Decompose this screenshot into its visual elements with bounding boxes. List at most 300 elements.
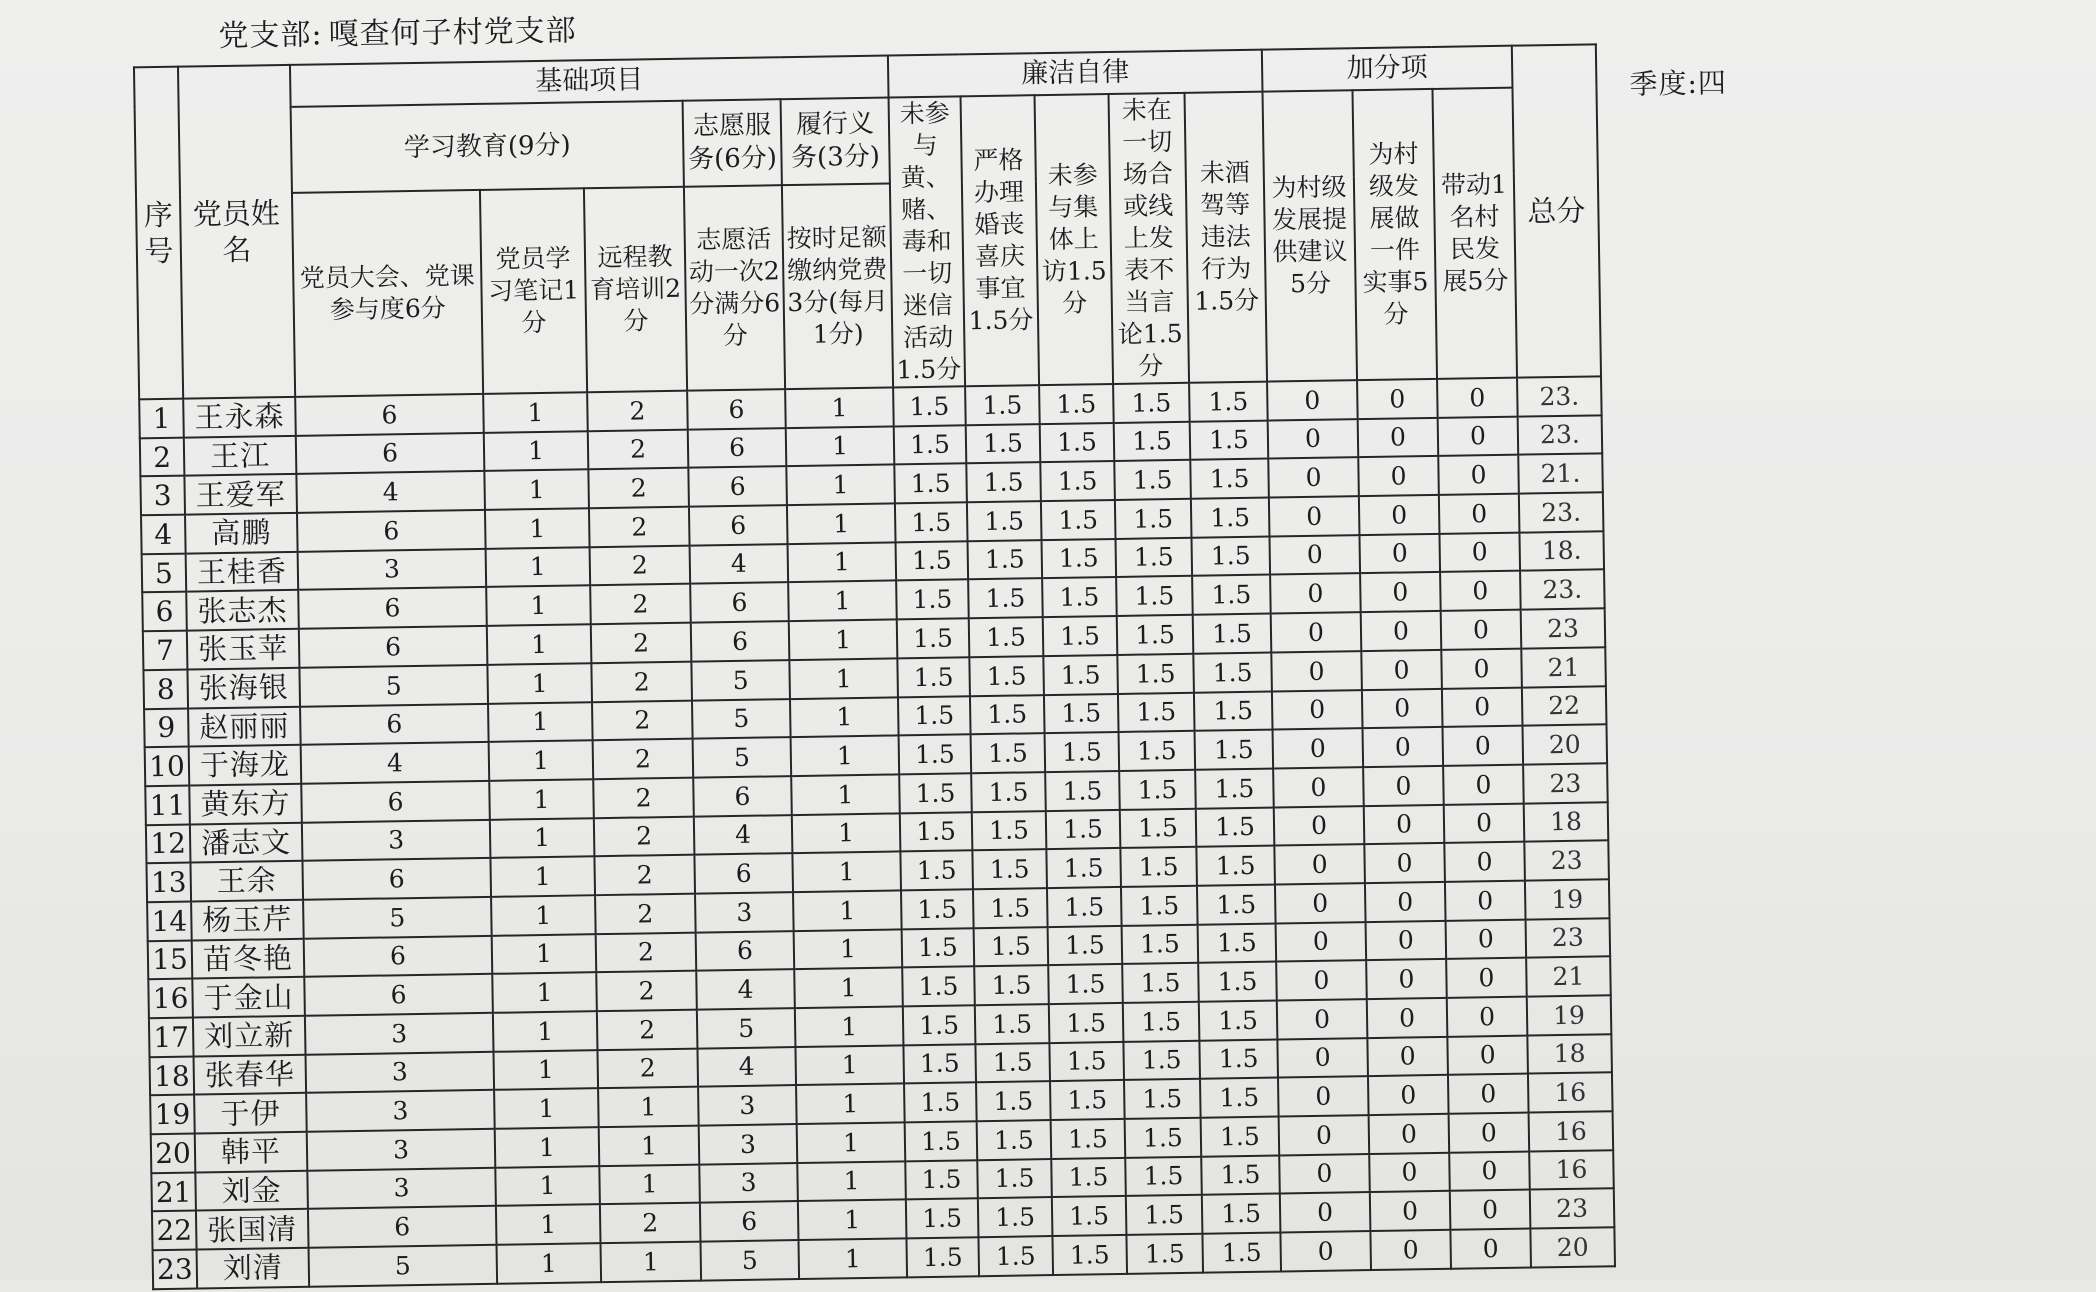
practical-deed-cell: 0 <box>1362 688 1443 728</box>
no-gambling-cell: 1.5 <box>897 618 970 658</box>
seq-cell: 4 <box>141 515 186 554</box>
volunteer-activity-cell: 6 <box>690 583 789 623</box>
no-improper-speech-cell: 1.5 <box>1116 538 1193 578</box>
suggestion-cell: 0 <box>1278 1076 1369 1116</box>
study-notes-cell: 1 <box>490 818 595 858</box>
no-petition-cell: 1.5 <box>1050 1080 1125 1120</box>
weddings-funerals-cell: 1.5 <box>971 772 1046 812</box>
volunteer-activity-cell: 3 <box>695 892 794 932</box>
remote-training-cell: 2 <box>590 584 691 624</box>
remote-training-cell: 2 <box>597 1048 698 1088</box>
no-petition-cell: 1.5 <box>1041 500 1116 540</box>
total-cell: 16 <box>1528 1073 1613 1113</box>
weddings-funerals-cell: 1.5 <box>975 1043 1050 1083</box>
weddings-funerals-cell: 1.5 <box>977 1120 1052 1160</box>
volunteer-activity-cell: 6 <box>696 931 795 971</box>
meeting-attendance-cell: 5 <box>303 897 492 939</box>
header-duty: 履行义务(3分) <box>781 97 890 184</box>
suggestion-cell: 0 <box>1279 1154 1370 1194</box>
suggestion-cell: 0 <box>1270 574 1361 614</box>
suggestion-cell: 0 <box>1276 922 1367 962</box>
no-petition-cell: 1.5 <box>1042 577 1117 617</box>
header-basic-items: 基础项目 <box>290 55 889 106</box>
party-dues-cell: 1 <box>785 387 894 427</box>
no-drunk-driving-cell: 1.5 <box>1190 420 1269 460</box>
score-table <box>133 43 1616 1290</box>
total-cell: 21. <box>1518 454 1603 494</box>
no-drunk-driving-cell: 1.5 <box>1191 536 1270 576</box>
no-petition-cell: 1.5 <box>1052 1196 1127 1236</box>
party-dues-cell: 1 <box>794 929 903 969</box>
no-gambling-cell: 1.5 <box>901 889 974 929</box>
suggestion-cell: 0 <box>1277 999 1368 1039</box>
suggestion-cell: 0 <box>1280 1231 1371 1271</box>
header-weddings-funerals: 严格办理婚丧喜庆事宜1.5分 <box>961 95 1040 386</box>
no-improper-speech-cell: 1.5 <box>1121 886 1198 926</box>
lead-villager-cell: 0 <box>1443 764 1524 804</box>
remote-training-cell: 2 <box>594 855 695 895</box>
lead-villager-cell: 0 <box>1443 726 1524 766</box>
practical-deed-cell: 0 <box>1369 1153 1450 1193</box>
remote-training-cell: 1 <box>599 1164 700 1204</box>
study-notes-cell: 1 <box>487 663 592 703</box>
volunteer-activity-cell: 6 <box>700 1201 799 1241</box>
meeting-attendance-cell: 6 <box>295 394 484 436</box>
volunteer-activity-cell: 4 <box>694 815 793 855</box>
study-notes-cell: 1 <box>496 1205 601 1245</box>
remote-training-cell: 2 <box>591 661 692 701</box>
no-petition-cell: 1.5 <box>1047 887 1122 927</box>
volunteer-activity-cell: 4 <box>697 1047 796 1087</box>
party-dues-cell: 1 <box>789 620 898 660</box>
volunteer-activity-cell: 6 <box>687 389 786 429</box>
weddings-funerals-cell: 1.5 <box>966 424 1041 464</box>
practical-deed-cell: 0 <box>1366 959 1447 999</box>
no-improper-speech-cell: 1.5 <box>1117 615 1194 655</box>
seq-cell: 23 <box>153 1250 198 1289</box>
party-dues-cell: 1 <box>792 852 901 892</box>
no-improper-speech-cell: 1.5 <box>1119 731 1196 771</box>
total-cell: 23 <box>1523 763 1608 803</box>
no-improper-speech-cell: 1.5 <box>1126 1234 1203 1274</box>
study-notes-cell: 1 <box>483 392 588 432</box>
meeting-attendance-cell: 3 <box>298 549 487 591</box>
meeting-attendance-cell: 3 <box>306 1052 495 1094</box>
study-notes-cell: 1 <box>493 1050 598 1090</box>
remote-training-cell: 2 <box>597 1010 698 1050</box>
study-notes-cell: 1 <box>486 586 591 626</box>
seq-cell: 8 <box>143 669 188 708</box>
weddings-funerals-cell: 1.5 <box>974 927 1049 967</box>
no-petition-cell: 1.5 <box>1052 1235 1127 1275</box>
remote-training-cell: 2 <box>590 545 691 585</box>
no-drunk-driving-cell: 1.5 <box>1197 884 1276 924</box>
suggestion-cell: 0 <box>1268 419 1359 459</box>
weddings-funerals-cell: 1.5 <box>970 695 1045 735</box>
no-drunk-driving-cell: 1.5 <box>1193 614 1272 654</box>
meeting-attendance-cell: 3 <box>305 1013 494 1055</box>
meeting-attendance-cell: 4 <box>296 471 485 513</box>
study-notes-cell: 1 <box>487 624 592 664</box>
no-petition-cell: 1.5 <box>1051 1158 1126 1198</box>
volunteer-activity-cell: 5 <box>700 1240 799 1280</box>
member-name-cell: 张春华 <box>194 1054 307 1094</box>
seq-cell: 13 <box>146 863 191 902</box>
remote-training-cell: 1 <box>599 1126 700 1166</box>
study-notes-cell: 1 <box>489 779 594 819</box>
practical-deed-cell: 0 <box>1366 920 1447 960</box>
header-member-name: 党员姓名 <box>178 65 295 399</box>
lead-villager-cell: 0 <box>1446 919 1527 959</box>
member-name-cell: 于伊 <box>194 1093 307 1133</box>
lead-villager-cell: 0 <box>1450 1229 1531 1269</box>
practical-deed-cell: 0 <box>1370 1230 1451 1270</box>
weddings-funerals-cell: 1.5 <box>967 501 1042 541</box>
weddings-funerals-cell: 1.5 <box>965 385 1040 425</box>
lead-villager-cell: 0 <box>1437 378 1518 418</box>
party-dues-cell: 1 <box>796 1084 905 1124</box>
header-remote-training: 远程教育培训2分 <box>584 186 687 392</box>
lead-villager-cell: 0 <box>1446 958 1527 998</box>
weddings-funerals-cell: 1.5 <box>977 1159 1052 1199</box>
no-petition-cell: 1.5 <box>1045 771 1120 811</box>
study-notes-cell: 1 <box>492 973 597 1013</box>
practical-deed-cell: 0 <box>1358 418 1439 458</box>
meeting-attendance-cell: 5 <box>299 665 488 707</box>
lead-villager-cell: 0 <box>1439 494 1520 534</box>
header-bonus: 加分项 <box>1262 46 1513 92</box>
member-name-cell: 于海龙 <box>189 745 302 785</box>
suggestion-cell: 0 <box>1271 651 1362 691</box>
total-cell: 16 <box>1529 1150 1614 1190</box>
party-branch-label: 党支部: <box>218 17 323 55</box>
no-drunk-driving-cell: 1.5 <box>1190 459 1269 499</box>
no-gambling-cell: 1.5 <box>902 928 975 968</box>
seq-cell: 14 <box>147 901 192 940</box>
seq-cell: 12 <box>146 824 191 863</box>
practical-deed-cell: 0 <box>1358 456 1439 496</box>
no-drunk-driving-cell: 1.5 <box>1199 1039 1278 1079</box>
meeting-attendance-cell: 6 <box>298 587 487 629</box>
total-cell: 21 <box>1521 647 1606 687</box>
meeting-attendance-cell: 6 <box>304 935 493 977</box>
lead-villager-cell: 0 <box>1449 1151 1530 1191</box>
header-suggestion: 为村级发展提供建议5分 <box>1262 90 1357 381</box>
header-study-notes: 党员学习笔记1分 <box>480 188 587 394</box>
remote-training-cell: 2 <box>588 468 689 508</box>
no-petition-cell: 1.5 <box>1048 964 1123 1004</box>
suggestion-cell: 0 <box>1272 690 1363 730</box>
seq-cell: 18 <box>150 1056 195 1095</box>
remote-training-cell: 2 <box>589 507 690 547</box>
seq-cell: 20 <box>151 1134 196 1173</box>
party-dues-cell: 1 <box>795 1006 904 1046</box>
study-notes-cell: 1 <box>485 508 590 548</box>
total-cell: 20 <box>1530 1227 1615 1267</box>
lead-villager-cell: 0 <box>1441 610 1522 650</box>
practical-deed-cell: 0 <box>1367 998 1448 1038</box>
seq-cell: 9 <box>144 708 189 747</box>
total-cell: 21 <box>1526 957 1611 997</box>
header-no-drunk-driving: 未酒驾等违法行为1.5分 <box>1185 92 1268 383</box>
suggestion-cell: 0 <box>1269 535 1360 575</box>
practical-deed-cell: 0 <box>1369 1114 1450 1154</box>
no-gambling-cell: 1.5 <box>900 812 973 852</box>
total-cell: 23 <box>1524 841 1609 881</box>
party-dues-cell: 1 <box>797 1122 906 1162</box>
no-gambling-cell: 1.5 <box>894 464 967 504</box>
weddings-funerals-cell: 1.5 <box>973 888 1048 928</box>
party-dues-cell: 1 <box>791 736 900 776</box>
seq-cell: 10 <box>145 747 190 786</box>
seq-cell: 3 <box>140 476 185 515</box>
member-name-cell: 刘清 <box>197 1248 310 1288</box>
no-improper-speech-cell: 1.5 <box>1116 576 1193 616</box>
meeting-attendance-cell: 6 <box>302 858 491 900</box>
no-gambling-cell: 1.5 <box>904 1083 977 1123</box>
header-integrity: 廉洁自律 <box>888 50 1263 98</box>
header-no-petition: 未参与集体上访1.5分 <box>1035 94 1114 385</box>
seq-cell: 19 <box>150 1095 195 1134</box>
meeting-attendance-cell: 6 <box>308 1206 497 1248</box>
header-no-gambling: 未参与黄、赌、毒和一切迷信活动1.5分 <box>889 96 966 387</box>
score-sheet <box>28 0 2096 1287</box>
party-dues-cell: 1 <box>792 813 901 853</box>
suggestion-cell: 0 <box>1269 496 1360 536</box>
suggestion-cell: 0 <box>1273 728 1364 768</box>
remote-training-cell: 2 <box>593 739 694 779</box>
member-name-cell: 韩平 <box>195 1132 308 1172</box>
party-branch-name: 嘎查何子村党支部 <box>328 13 577 53</box>
no-drunk-driving-cell: 1.5 <box>1199 1001 1278 1041</box>
lead-villager-cell: 0 <box>1444 842 1525 882</box>
suggestion-cell: 0 <box>1268 458 1359 498</box>
no-improper-speech-cell: 1.5 <box>1125 1118 1202 1158</box>
study-notes-cell: 1 <box>495 1127 600 1167</box>
party-dues-cell: 1 <box>786 465 895 505</box>
weddings-funerals-cell: 1.5 <box>971 733 1046 773</box>
member-name-cell: 黄东方 <box>189 784 302 824</box>
weddings-funerals-cell: 1.5 <box>978 1198 1053 1238</box>
seq-cell: 7 <box>143 631 188 670</box>
no-drunk-driving-cell: 1.5 <box>1201 1155 1280 1195</box>
party-dues-cell: 1 <box>788 542 897 582</box>
remote-training-cell: 2 <box>591 623 692 663</box>
no-petition-cell: 1.5 <box>1043 655 1118 695</box>
member-name-cell: 王余 <box>190 861 303 901</box>
volunteer-activity-cell: 4 <box>696 969 795 1009</box>
total-cell: 23. <box>1520 570 1605 610</box>
member-name-cell: 于金山 <box>192 977 305 1017</box>
no-gambling-cell: 1.5 <box>894 425 967 465</box>
no-drunk-driving-cell: 1.5 <box>1198 923 1277 963</box>
meeting-attendance-cell: 6 <box>304 974 493 1016</box>
no-drunk-driving-cell: 1.5 <box>1191 498 1270 538</box>
member-name-cell: 王爱军 <box>184 474 297 514</box>
seq-cell: 5 <box>142 553 187 592</box>
no-petition-cell: 1.5 <box>1046 810 1121 850</box>
volunteer-activity-cell: 6 <box>688 428 787 468</box>
remote-training-cell: 1 <box>601 1242 702 1282</box>
suggestion-cell: 0 <box>1267 380 1358 420</box>
party-dues-cell: 1 <box>789 658 898 698</box>
weddings-funerals-cell: 1.5 <box>978 1236 1053 1276</box>
party-dues-cell: 1 <box>798 1238 907 1278</box>
no-gambling-cell: 1.5 <box>905 1121 978 1161</box>
practical-deed-cell: 0 <box>1367 1037 1448 1077</box>
remote-training-cell: 2 <box>600 1203 701 1243</box>
practical-deed-cell: 0 <box>1363 727 1444 767</box>
party-dues-cell: 1 <box>798 1200 907 1240</box>
volunteer-activity-cell: 6 <box>694 853 793 893</box>
no-improper-speech-cell: 1.5 <box>1123 1002 1200 1042</box>
meeting-attendance-cell: 3 <box>306 1090 495 1132</box>
lead-villager-cell: 0 <box>1447 997 1528 1037</box>
no-drunk-driving-cell: 1.5 <box>1189 382 1268 422</box>
total-cell: 19 <box>1525 879 1610 919</box>
seq-cell: 11 <box>145 785 190 824</box>
no-improper-speech-cell: 1.5 <box>1124 1079 1201 1119</box>
party-dues-cell: 1 <box>797 1161 906 1201</box>
party-dues-cell: 1 <box>788 581 897 621</box>
table-body <box>139 376 1615 1289</box>
volunteer-activity-cell: 4 <box>690 544 789 584</box>
no-improper-speech-cell: 1.5 <box>1122 924 1199 964</box>
quarter-line <box>1629 61 1727 103</box>
remote-training-cell: 2 <box>594 816 695 856</box>
volunteer-activity-cell: 3 <box>698 1085 797 1125</box>
member-name-cell: 苗冬艳 <box>192 938 305 978</box>
no-gambling-cell: 1.5 <box>903 1005 976 1045</box>
no-improper-speech-cell: 1.5 <box>1122 963 1199 1003</box>
study-notes-cell: 1 <box>494 1089 599 1129</box>
header-volunteer-activity: 志愿活动一次2分满分6分 <box>684 185 785 391</box>
practical-deed-cell: 0 <box>1357 379 1438 419</box>
weddings-funerals-cell: 1.5 <box>969 656 1044 696</box>
suggestion-cell: 0 <box>1277 1038 1368 1078</box>
seq-cell: 2 <box>140 437 185 476</box>
suggestion-cell: 0 <box>1274 806 1365 846</box>
no-improper-speech-cell: 1.5 <box>1126 1195 1203 1235</box>
total-cell: 23 <box>1530 1189 1615 1229</box>
weddings-funerals-cell: 1.5 <box>972 811 1047 851</box>
volunteer-activity-cell: 5 <box>693 737 792 777</box>
study-notes-cell: 1 <box>492 934 597 974</box>
no-drunk-driving-cell: 1.5 <box>1200 1078 1279 1118</box>
volunteer-activity-cell: 6 <box>691 621 790 661</box>
seq-cell: 1 <box>139 399 184 438</box>
no-drunk-driving-cell: 1.5 <box>1196 846 1275 886</box>
meeting-attendance-cell: 3 <box>307 1168 496 1210</box>
no-drunk-driving-cell: 1.5 <box>1202 1233 1281 1273</box>
no-gambling-cell: 1.5 <box>895 502 968 542</box>
volunteer-activity-cell: 5 <box>692 699 791 739</box>
volunteer-activity-cell: 3 <box>699 1163 798 1203</box>
total-cell: 18 <box>1527 1034 1612 1074</box>
total-cell: 16 <box>1529 1111 1614 1151</box>
practical-deed-cell: 0 <box>1365 882 1446 922</box>
member-name-cell: 杨玉芹 <box>191 900 304 940</box>
no-petition-cell: 1.5 <box>1045 732 1120 772</box>
practical-deed-cell: 0 <box>1370 1191 1451 1231</box>
table-header <box>134 44 1601 399</box>
weddings-funerals-cell: 1.5 <box>974 965 1049 1005</box>
no-petition-cell: 1.5 <box>1042 539 1117 579</box>
member-name-cell: 张海银 <box>187 668 300 708</box>
no-petition-cell: 1.5 <box>1040 423 1115 463</box>
no-gambling-cell: 1.5 <box>900 851 973 891</box>
total-cell: 23. <box>1517 376 1602 416</box>
no-improper-speech-cell: 1.5 <box>1125 1156 1202 1196</box>
no-drunk-driving-cell: 1.5 <box>1201 1117 1280 1157</box>
volunteer-activity-cell: 5 <box>691 660 790 700</box>
no-petition-cell: 1.5 <box>1046 848 1121 888</box>
no-improper-speech-cell: 1.5 <box>1114 421 1191 461</box>
no-petition-cell: 1.5 <box>1039 384 1114 424</box>
weddings-funerals-cell: 1.5 <box>969 617 1044 657</box>
seq-cell: 22 <box>152 1211 197 1250</box>
header-total: 总分 <box>1512 44 1601 377</box>
party-dues-cell: 1 <box>794 968 903 1008</box>
remote-training-cell: 2 <box>588 429 689 469</box>
no-improper-speech-cell: 1.5 <box>1123 1040 1200 1080</box>
quarter-value: 四 <box>1697 66 1728 100</box>
member-name-cell: 赵丽丽 <box>188 706 301 746</box>
lead-villager-cell: 0 <box>1440 571 1521 611</box>
no-gambling-cell: 1.5 <box>898 696 971 736</box>
study-notes-cell: 1 <box>495 1166 600 1206</box>
study-notes-cell: 1 <box>484 431 589 471</box>
total-cell: 20 <box>1522 724 1607 764</box>
volunteer-activity-cell: 6 <box>688 467 787 507</box>
quarter-label: 季度: <box>1629 66 1699 101</box>
study-notes-cell: 1 <box>488 702 593 742</box>
member-name-cell: 张志杰 <box>186 590 299 630</box>
member-name-cell: 王江 <box>184 436 297 476</box>
remote-training-cell: 2 <box>587 391 688 431</box>
lead-villager-cell: 0 <box>1449 1113 1530 1153</box>
no-improper-speech-cell: 1.5 <box>1120 847 1197 887</box>
lead-villager-cell: 0 <box>1444 803 1525 843</box>
meeting-attendance-cell: 6 <box>296 433 485 475</box>
header-lead-villager: 带动1名村民发展5分 <box>1432 88 1517 379</box>
no-improper-speech-cell: 1.5 <box>1115 499 1192 539</box>
lead-villager-cell: 0 <box>1450 1190 1531 1230</box>
no-petition-cell: 1.5 <box>1049 1042 1124 1082</box>
weddings-funerals-cell: 1.5 <box>976 1081 1051 1121</box>
total-cell: 18 <box>1524 802 1609 842</box>
no-drunk-driving-cell: 1.5 <box>1194 691 1273 731</box>
party-dues-cell: 1 <box>787 504 896 544</box>
suggestion-cell: 0 <box>1279 1115 1370 1155</box>
suggestion-cell: 0 <box>1271 612 1362 652</box>
no-improper-speech-cell: 1.5 <box>1119 770 1196 810</box>
meeting-attendance-cell: 5 <box>309 1245 498 1287</box>
member-name-cell: 王桂香 <box>186 552 299 592</box>
meeting-attendance-cell: 6 <box>299 626 488 668</box>
total-cell: 23 <box>1521 608 1606 648</box>
no-gambling-cell: 1.5 <box>906 1199 979 1239</box>
no-petition-cell: 1.5 <box>1048 926 1123 966</box>
meeting-attendance-cell: 3 <box>307 1129 496 1171</box>
no-drunk-driving-cell: 1.5 <box>1196 807 1275 847</box>
lead-villager-cell: 0 <box>1441 648 1522 688</box>
no-drunk-driving-cell: 1.5 <box>1195 730 1274 770</box>
no-improper-speech-cell: 1.5 <box>1117 654 1194 694</box>
total-cell: 23. <box>1519 492 1604 532</box>
total-cell: 18. <box>1519 531 1604 571</box>
header-no-improper-speech: 未在一切场合或线上发表不当言论1.5分 <box>1109 93 1190 384</box>
